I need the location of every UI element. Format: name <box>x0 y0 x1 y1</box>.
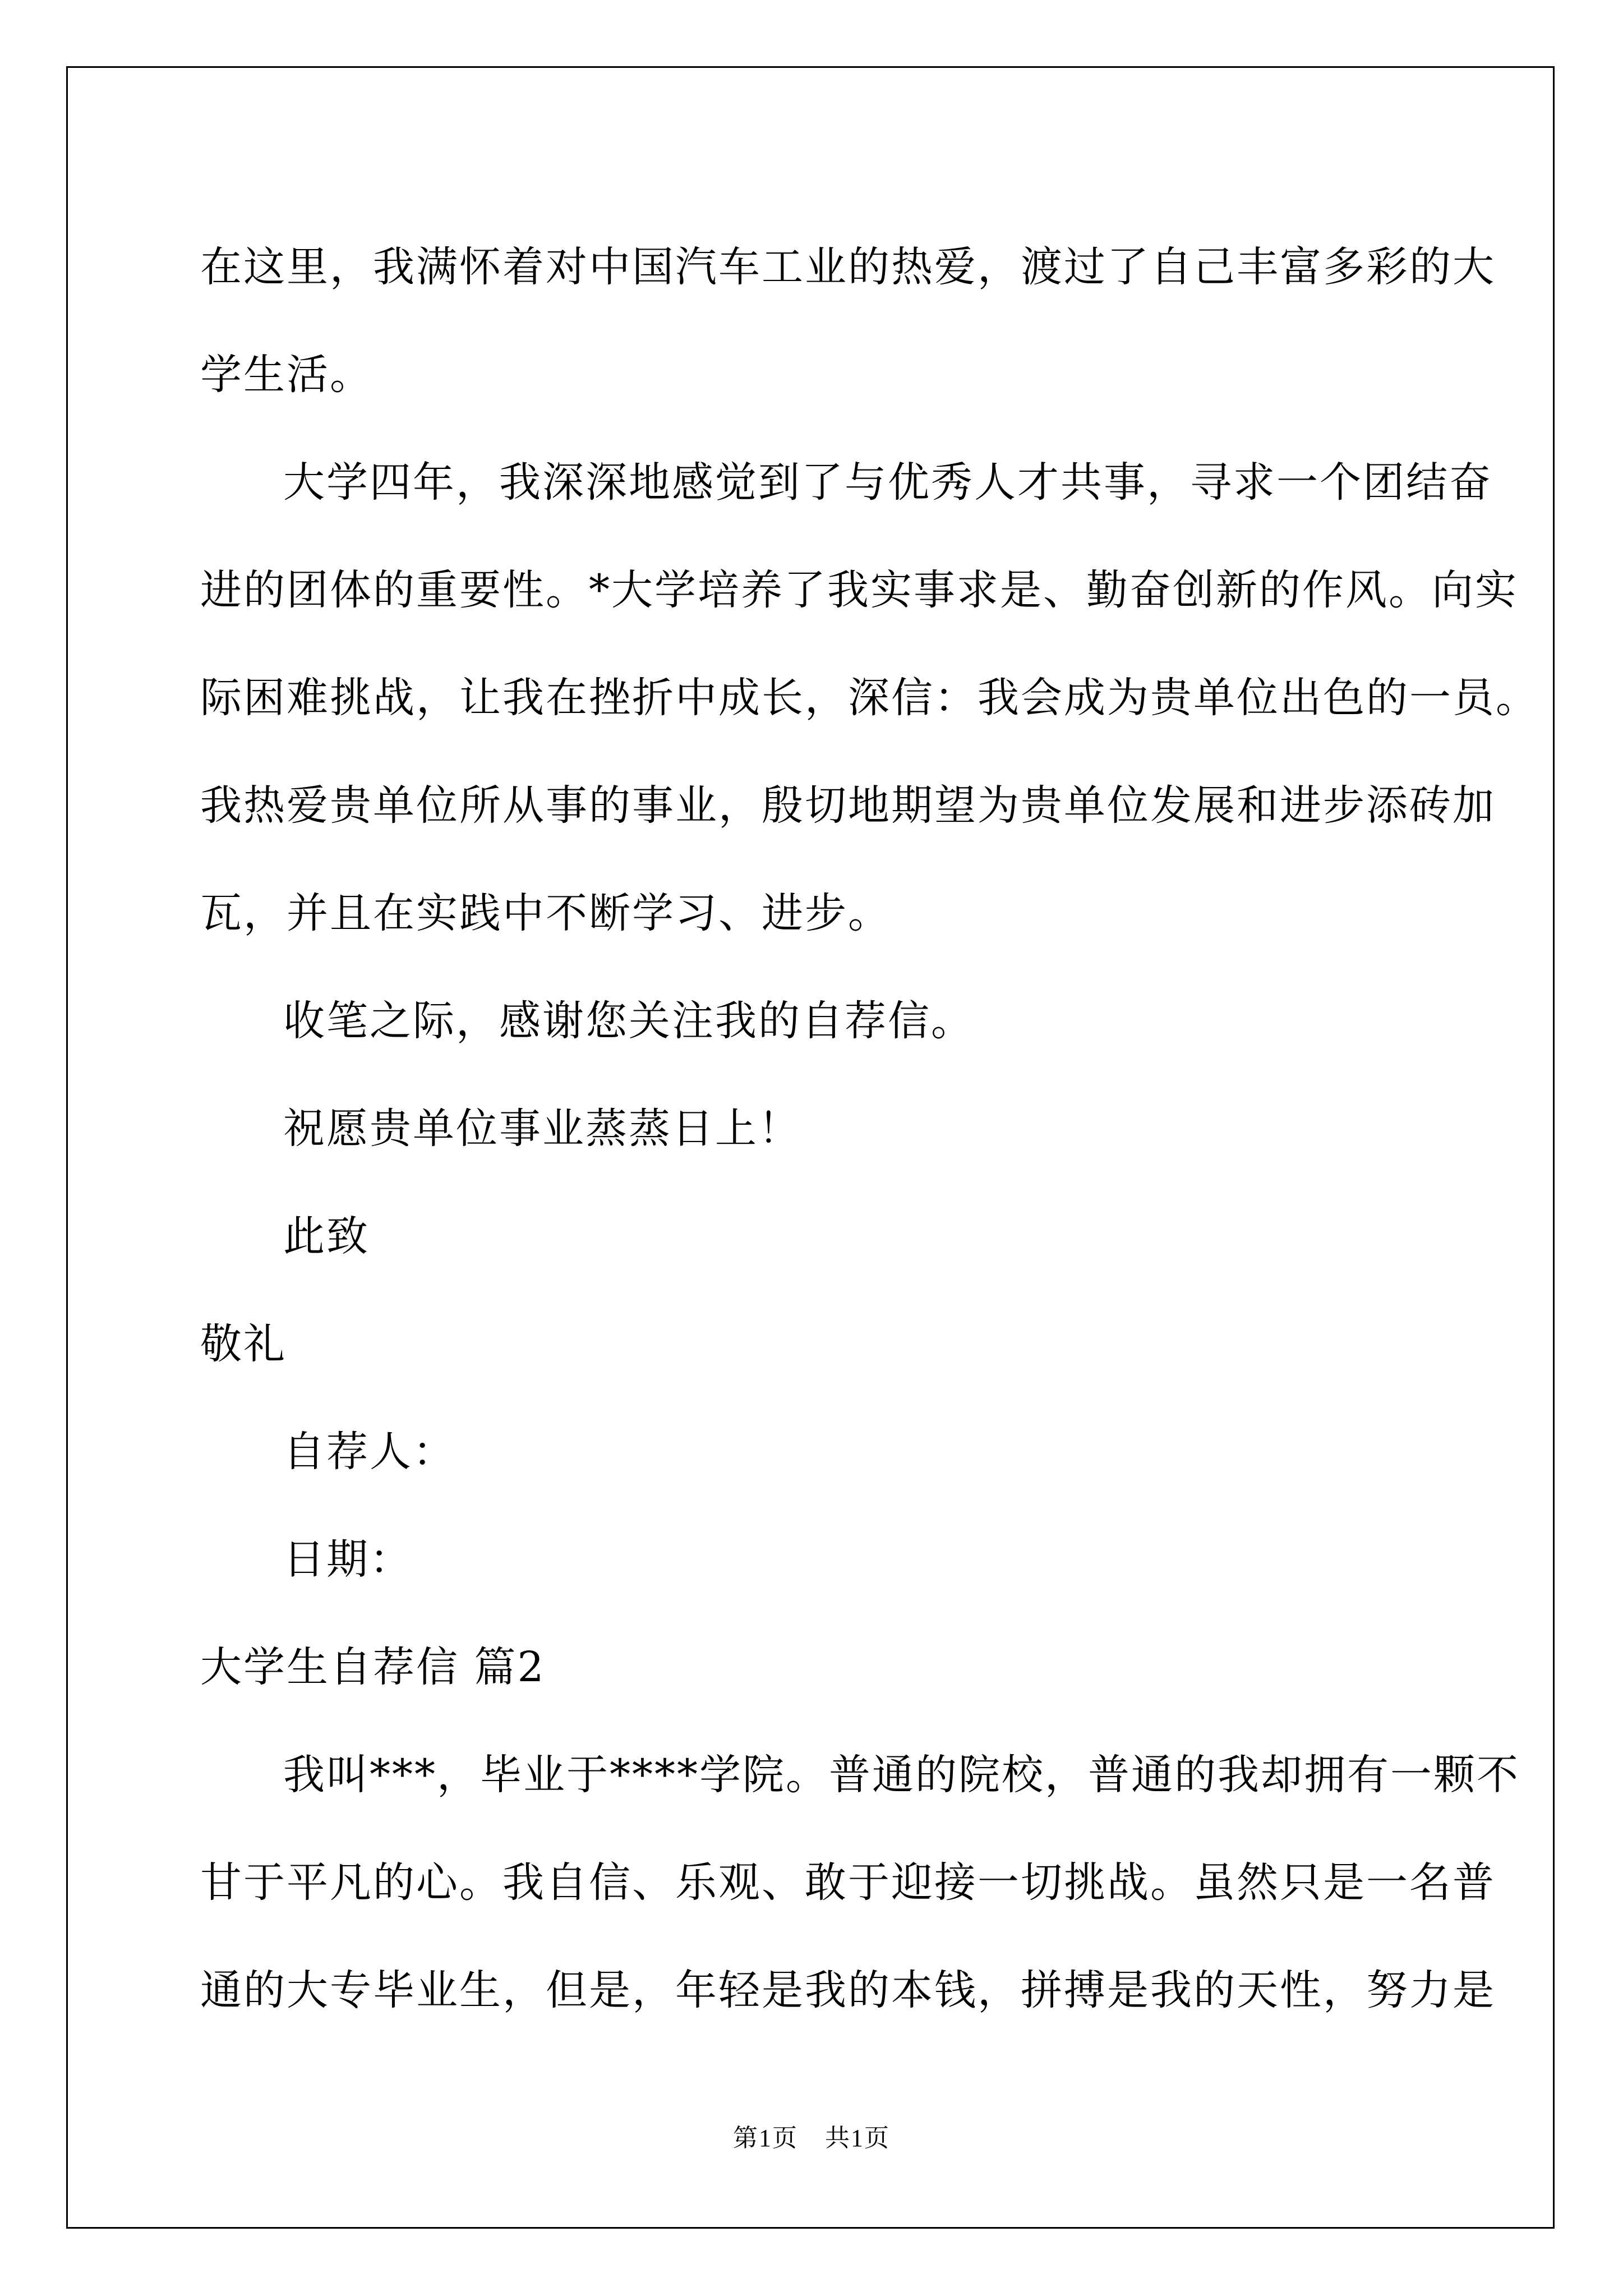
document-body <box>200 213 1539 2044</box>
text-line-2: 学生活。 <box>200 351 373 399</box>
closing-wish: 祝愿贵单位事业蒸蒸日上！ <box>283 1105 801 1153</box>
salutation-cizhi: 此致 <box>283 1212 370 1260</box>
text-line-5: 际困难挑战，让我在挫折中成长，深信：我会成为贵单位出色的一员。 <box>200 674 1539 722</box>
text-line-16: 甘于平凡的心。我自信、乐观、敢于迎接一切挑战。虽然只是一名普 <box>200 1858 1496 1907</box>
text-line-17: 通的大专毕业生，但是，年轻是我的本钱，拼搏是我的天性，努力是 <box>200 1966 1496 2014</box>
text-line-6: 我热爱贵单位所从事的事业，殷切地期望为贵单位发展和进步添砖加 <box>200 781 1496 830</box>
salutation-jingli: 敬礼 <box>200 1320 287 1368</box>
closing-thanks: 收笔之际，感谢您关注我的自荐信。 <box>283 997 974 1045</box>
text-line-4: 进的团体的重要性。*大学培养了我实事求是、勤奋创新的作风。向实 <box>200 566 1518 614</box>
signature-label: 自荐人： <box>283 1428 456 1476</box>
date-label: 日期： <box>283 1535 413 1584</box>
section-heading: 大学生自荐信 篇2 <box>200 1643 546 1691</box>
text-line-1: 在这里，我满怀着对中国汽车工业的热爱，渡过了自己丰富多彩的大 <box>200 243 1496 291</box>
text-line-7: 瓦，并且在实践中不断学习、进步。 <box>200 889 891 937</box>
text-line-15: 我叫***，毕业于****学院。普通的院校，普通的我却拥有一颗不 <box>283 1751 1520 1799</box>
page-total: 共1页 <box>825 2124 890 2152</box>
text-line-3: 大学四年，我深深地感觉到了与优秀人才共事，寻求一个团结奋 <box>283 458 1492 507</box>
page-footer <box>0 2118 1623 2154</box>
page-number: 第1页 <box>733 2124 798 2152</box>
